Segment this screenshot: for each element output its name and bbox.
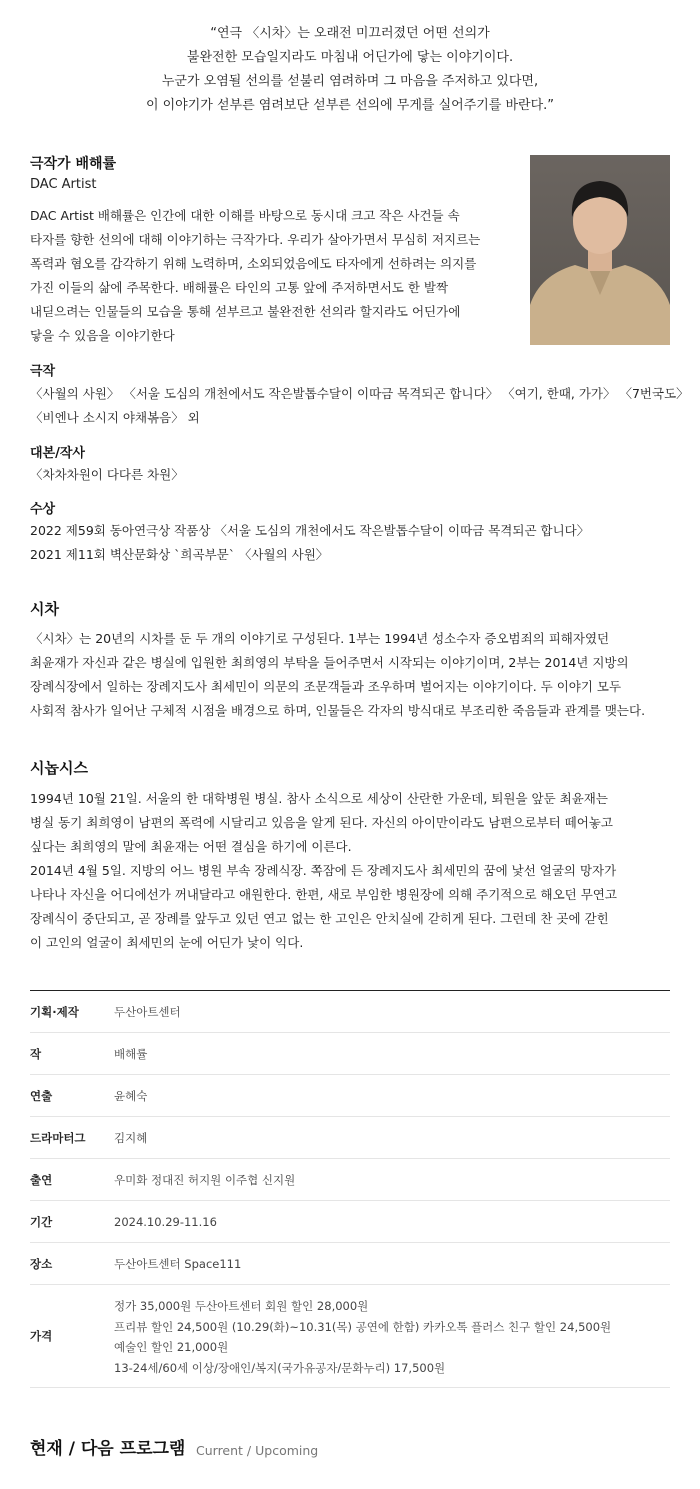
sicha-line: 사회적 참사가 일어난 구체적 시점을 배경으로 하며, 인물들은 각자의 방식대로 부조리한 죽음들과 관계를 맺는다. bbox=[30, 703, 646, 718]
info-row-director bbox=[30, 1075, 670, 1117]
artist-bio bbox=[30, 204, 480, 348]
info-key: 기간 bbox=[30, 1214, 53, 1229]
info-row-venue bbox=[30, 1243, 670, 1285]
quote-line: 누군가 오염될 선의를 섣불리 염려하며 그 마음을 주저하고 있다면, bbox=[161, 74, 539, 89]
intro-quote bbox=[0, 22, 700, 118]
info-value: 2024.10.29-11.16 bbox=[114, 1214, 217, 1229]
info-row-price bbox=[30, 1285, 670, 1388]
price-line: 13-24세/60세 이상/장애인/복지(국가유공자/문화누리) 17,500원 bbox=[114, 1360, 446, 1375]
sicha-line: 최윤재가 자신과 같은 병실에 입원한 최희영의 부탁을 들어주면서 시작되는 이야기이며, 2부는 2014년 지방의 bbox=[30, 655, 629, 670]
portrait-illustration bbox=[530, 155, 670, 345]
sicha-line: 〈시차〉는 20년의 시차를 둔 두 개의 이야기로 구성된다. 1부는 1994년 성소수자 증오범죄의 피해자였던 bbox=[30, 631, 610, 646]
price-line: 정가 35,000원 두산아트센터 회원 할인 28,000원 bbox=[114, 1299, 369, 1313]
sicha-body bbox=[30, 627, 645, 723]
works-label: 극작 bbox=[30, 364, 56, 379]
award-line: 2022 제59회 동아연극상 작품상 〈서울 도심의 개천에서도 작은발톱수달이 이따금 목격되곤 합니다〉 bbox=[30, 523, 590, 538]
quote-line: “연극 〈시차〉는 오래전 미끄러졌던 어떤 선의가 bbox=[210, 26, 490, 41]
info-key: 기획·제작 bbox=[30, 1004, 79, 1019]
synopsis-title: 시놉시스 bbox=[30, 759, 88, 777]
info-value: 윤혜숙 bbox=[114, 1088, 148, 1103]
info-key: 장소 bbox=[30, 1256, 53, 1271]
quote-line: 불완전한 모습일지라도 마침내 어딘가에 닿는 이야기이다. bbox=[186, 50, 514, 65]
artist-title: 극작가 배해률 bbox=[30, 156, 117, 172]
bio-line: 내딛으려는 인물들의 모습을 통해 섣부르고 불완전한 선의라 할지라도 어딘가에 bbox=[30, 304, 461, 319]
artist-subtitle: DAC Artist bbox=[30, 177, 97, 192]
bio-line: DAC Artist 배해률은 인간에 대한 이해를 바탕으로 동시대 크고 작은 사건들 속 bbox=[30, 208, 460, 223]
synopsis-line: 이 고인의 얼굴이 최세민의 눈에 어딘가 낯이 익다. bbox=[30, 935, 304, 950]
synopsis-line: 2014년 4월 5일. 지방의 어느 병원 부속 장례식장. 쪽잠에 든 장례지도사 최세민의 꿈에 낯선 얼굴의 망자가 bbox=[30, 863, 617, 878]
artist-portrait bbox=[530, 155, 670, 345]
info-value: 김지혜 bbox=[114, 1130, 148, 1145]
sicha-title: 시차 bbox=[30, 600, 59, 618]
synopsis-line: 병실 동기 최희영이 남편의 폭력에 시달리고 있음을 알게 된다. 자신의 아이만이라도 남편으로부터 떼어놓고 bbox=[30, 815, 613, 830]
bio-line: 타자를 향한 선의에 대해 이야기하는 극작가다. 우리가 살아가면서 무심히 저지르는 bbox=[30, 232, 481, 247]
synopsis-line: 나타나 자신을 어디에선가 꺼내달라고 애원한다. 한편, 새로 부임한 병원장에 의해 주기적으로 해오던 무연고 bbox=[30, 887, 617, 902]
info-row-cast bbox=[30, 1159, 670, 1201]
bio-line: 닿을 수 있음을 이야기한다 bbox=[30, 328, 175, 343]
award-line: 2021 제11회 벽산문화상 `희곡부문` 〈사월의 사원〉 bbox=[30, 547, 329, 562]
synopsis-line: 1994년 10월 21일. 서울의 한 대학병원 병실. 참사 소식으로 세상이 산란한 가운데, 퇴원을 앞둔 최윤재는 bbox=[30, 791, 608, 806]
info-key: 가격 bbox=[30, 1329, 53, 1343]
adapt-label: 대본/작사 bbox=[30, 446, 85, 461]
info-row-dramaturg bbox=[30, 1117, 670, 1159]
info-row-period bbox=[30, 1201, 670, 1243]
works-line: 〈비엔나 소시지 야채볶음〉 외 bbox=[30, 410, 200, 425]
bio-line: 폭력과 혐오를 감각하기 위해 노력하며, 소외되었음에도 타자에게 선하려는 의지를 bbox=[30, 256, 477, 271]
info-value: 두산아트센터 Space111 bbox=[114, 1256, 242, 1271]
synopsis-body bbox=[30, 787, 617, 955]
info-key: 드라마터그 bbox=[30, 1130, 86, 1145]
adapt-line: 〈차차차원이 다다른 차원〉 bbox=[30, 467, 184, 482]
bio-line: 가진 이들의 삶에 주목한다. 배해률은 타인의 고통 앞에 주저하면서도 한 발짝 bbox=[30, 280, 449, 295]
info-key: 작 bbox=[30, 1046, 42, 1061]
synopsis-line: 싶다는 최희영의 말에 최윤재는 어떤 결심을 하기에 이른다. bbox=[30, 839, 352, 854]
info-value: 배해률 bbox=[114, 1046, 148, 1061]
info-row-writer bbox=[30, 1033, 670, 1075]
sicha-line: 장례식장에서 일하는 장례지도사 최세민이 의문의 조문객들과 조우하며 벌어지는 이야기이다. 두 이야기 모두 bbox=[30, 679, 622, 694]
upcoming-subtitle: Current / Upcoming bbox=[196, 1443, 319, 1458]
info-key: 연출 bbox=[30, 1088, 53, 1103]
info-row-producer bbox=[30, 991, 670, 1033]
works-line: 〈사월의 사원〉 〈서울 도심의 개천에서도 작은발톱수달이 이따금 목격되곤 합니다〉 〈여기, 한때, 가가〉 〈7번국도〉 bbox=[30, 386, 689, 401]
awards-label: 수상 bbox=[30, 502, 56, 517]
upcoming-title: 현재 / 다음 프로그램 bbox=[30, 1439, 186, 1459]
price-line: 예술인 할인 21,000원 bbox=[114, 1340, 229, 1354]
info-key: 출연 bbox=[30, 1172, 53, 1187]
info-value: 우미화 정대진 허지원 이주협 신지원 bbox=[114, 1172, 296, 1187]
price-line: 프리뷰 할인 24,500원 (10.29(화)~10.31(목) 공연에 한함) 카카오톡 플러스 친구 할인 24,500원 bbox=[114, 1319, 612, 1334]
production-info-table bbox=[30, 990, 670, 1388]
info-value: 두산아트센터 bbox=[114, 1004, 181, 1019]
price-lines bbox=[114, 1296, 611, 1378]
quote-line: 이 이야기가 섣부른 염려보단 섣부른 선의에 무게를 실어주기를 바란다.” bbox=[145, 98, 555, 113]
synopsis-line: 장례식이 중단되고, 곧 장례를 앞두고 있던 연고 없는 한 고인은 안치실에 갇히게 된다. 그런데 찬 곳에 갇힌 bbox=[30, 911, 609, 926]
